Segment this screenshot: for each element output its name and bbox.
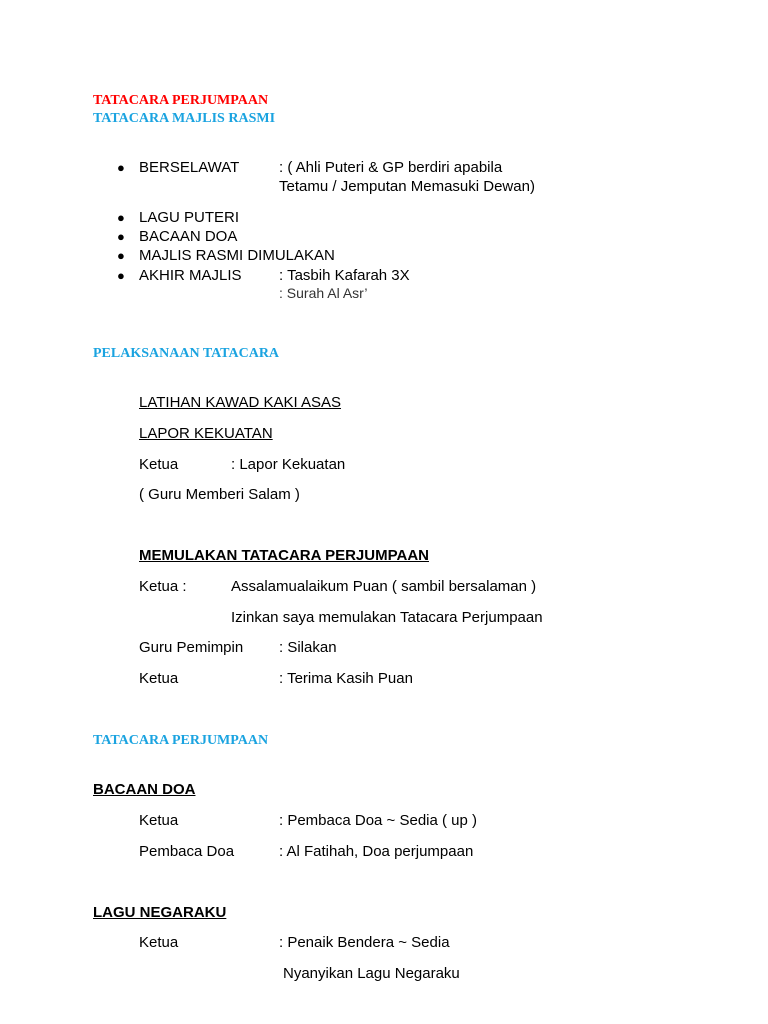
lagu-negaraku-title: LAGU NEGARAKU: [93, 904, 227, 921]
bacaan-doa-title: BACAAN DOA: [93, 781, 196, 798]
mem-ketua2-label: Ketua: [139, 670, 179, 687]
mem-ketua-value: Assalamualaikum Puan ( sambil bersalaman ): [231, 578, 537, 595]
agenda-label: LAGU PUTERI: [139, 209, 240, 226]
agenda-label: BACAAN DOA: [139, 228, 238, 245]
agenda-value-line2: : Surah Al Asr’: [279, 285, 368, 301]
lagu-ketua-label: Ketua: [139, 934, 179, 951]
agenda-value: : ( Ahli Puteri & GP berdiri apabila: [279, 159, 503, 176]
agenda-label: AKHIR MAJLIS: [139, 267, 242, 284]
agenda-label: MAJLIS RASMI DIMULAKAN: [139, 247, 335, 264]
bac-ketua-value: : Pembaca Doa ~ Sedia ( up ): [279, 812, 478, 829]
mem-ketua2-value: : Terima Kasih Puan: [279, 670, 413, 687]
latihan-title: LATIHAN KAWAD KAKI ASAS: [139, 394, 342, 411]
bullet-icon: ●: [117, 268, 125, 283]
mem-guru-label: Guru Pemimpin: [139, 639, 244, 656]
main-heading: TATACARA PERJUMPAAN: [93, 93, 269, 108]
section-heading-pelaksanaan: PELAKSANAAN TATACARA: [93, 346, 280, 361]
bac-ketua-label: Ketua: [139, 812, 179, 829]
bac-pembaca-label: Pembaca Doa: [139, 843, 235, 860]
agenda-value-line2: Tetamu / Jemputan Memasuki Dewan): [279, 178, 535, 195]
bac-pembaca-value: : Al Fatihah, Doa perjumpaan: [279, 843, 474, 860]
lapor-ketua-value: : Lapor Kekuatan: [231, 456, 346, 473]
bullet-icon: ●: [117, 229, 125, 244]
lapor-title: LAPOR KEKUATAN: [139, 425, 273, 442]
bullet-icon: ●: [117, 160, 125, 175]
agenda-label: BERSELAWAT: [139, 159, 240, 176]
mem-ketua-label: Ketua :: [139, 578, 187, 595]
bullet-icon: ●: [117, 248, 125, 263]
memulakan-title: MEMULAKAN TATACARA PERJUMPAAN: [139, 547, 429, 564]
lagu-ketua-value: : Penaik Bendera ~ Sedia: [279, 934, 450, 951]
section-heading-tatacara: TATACARA PERJUMPAAN: [93, 733, 269, 748]
agenda-value: : Tasbih Kafarah 3X: [279, 267, 410, 284]
lagu-value-line2: Nyanyikan Lagu Negaraku: [283, 965, 460, 982]
guru-salam: ( Guru Memberi Salam ): [139, 486, 300, 503]
lapor-ketua-label: Ketua: [139, 456, 179, 473]
sub-heading: TATACARA MAJLIS RASMI: [93, 111, 276, 126]
mem-ketua-value-line2: Izinkan saya memulakan Tatacara Perjumpaan: [231, 609, 543, 626]
bullet-icon: ●: [117, 210, 125, 225]
mem-guru-value: : Silakan: [279, 639, 337, 656]
